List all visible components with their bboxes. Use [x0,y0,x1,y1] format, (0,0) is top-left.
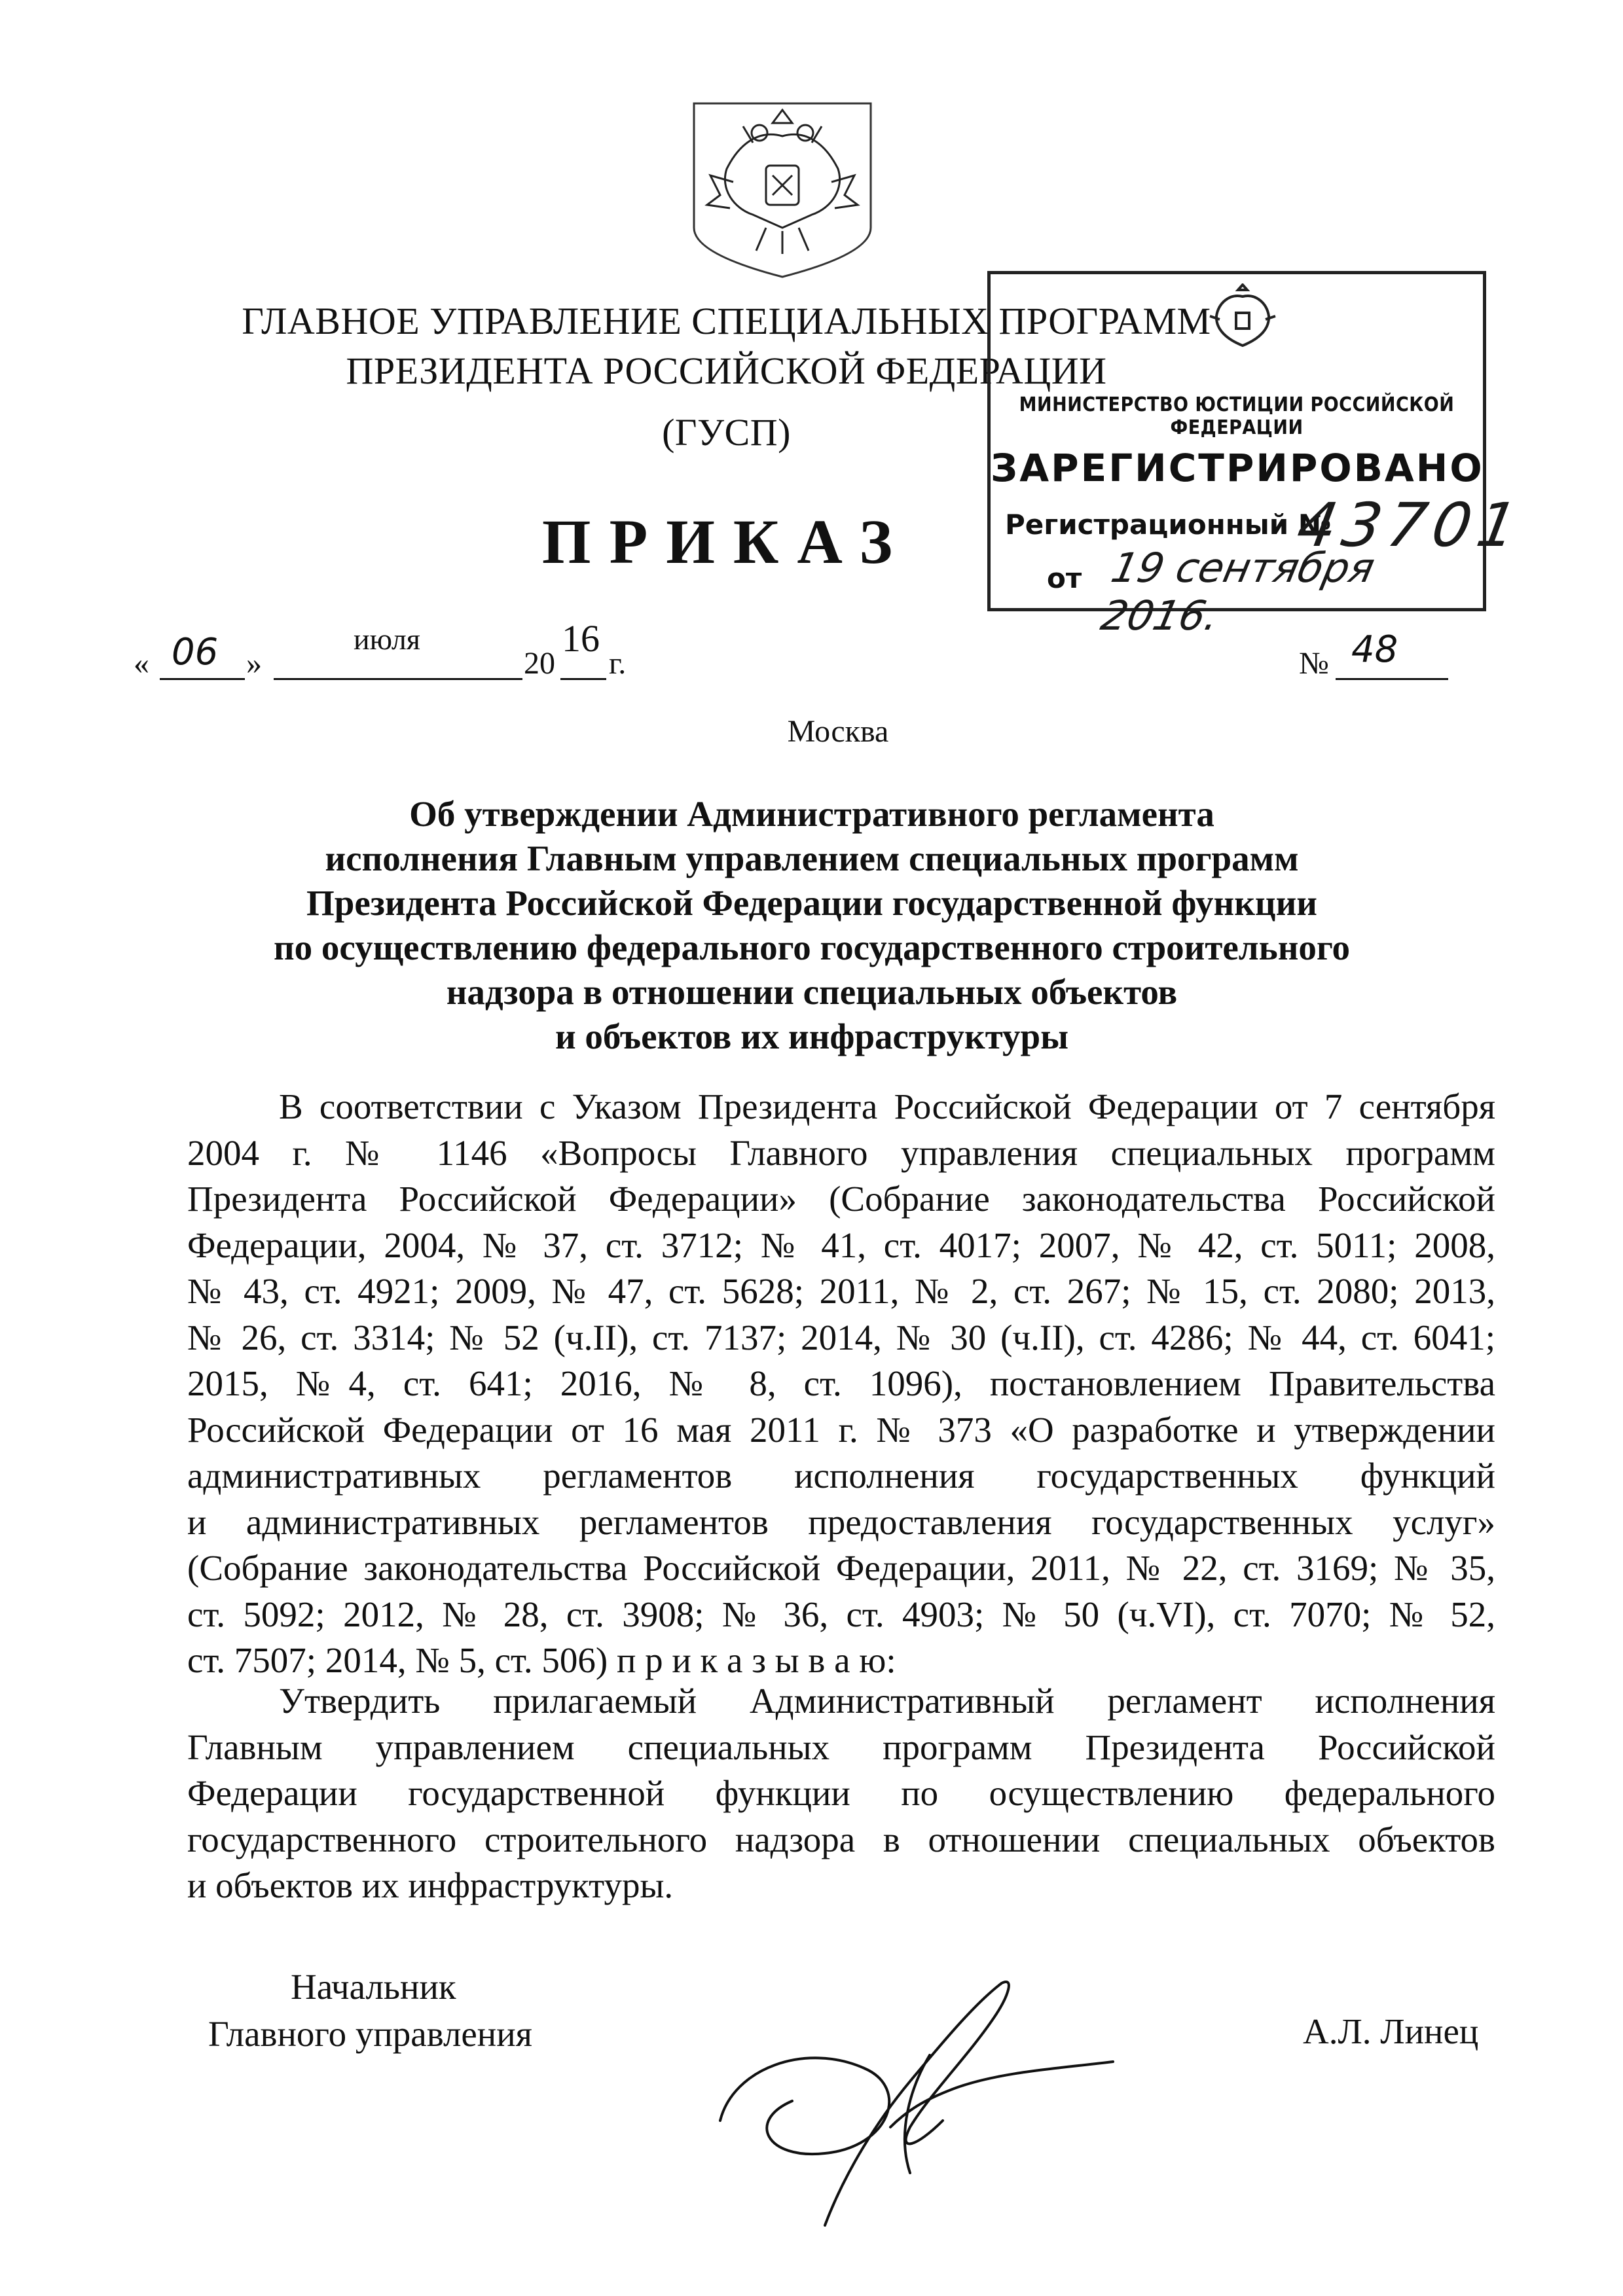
body-line: Российской Федерации от 16 мая 2011 г. № 373 «О разработке и утверждении [187,1409,1495,1450]
stamp-coat-of-arms-icon [1207,283,1279,355]
order-number: 48 [1351,628,1398,671]
subject-line: исполнения Главным управлением специальных программ [325,838,1299,878]
org-abbreviation: (ГУСП) [662,411,791,454]
registration-stamp [987,271,1529,639]
date-year-underline [560,678,606,680]
body-line: и административных регламентов предоставления государственных услуг» [187,1501,1495,1542]
body-line: Главным управлением специальных программ Президента Российской [187,1727,1495,1767]
document-type-title: ПРИКАЗ [541,507,911,577]
date-day-underline [160,678,245,680]
body-line: Федерации государственной функции по осуществлению федерального [187,1773,1495,1813]
subject-line: и объектов их инфраструктуры [555,1016,1069,1056]
date-year: 16 [562,617,600,660]
date-month: июля [354,622,420,656]
order-subject [216,792,1408,1059]
handwritten-signature [694,1957,1283,2232]
stamp-ministry: МИНИСТЕРСТВО ЮСТИЦИИ РОССИЙСКОЙ ФЕДЕРАЦИИ [1019,393,1455,439]
body-line: административных регламентов исполнения государственных функций [187,1456,1495,1496]
body-line: ст. 7507; 2014, № 5, ст. 506) п р и к а з ы в а ю: [187,1640,896,1680]
order-number-label: № [1299,646,1329,681]
order-number-underline [1336,678,1448,680]
stamp-from-label: от [1047,562,1082,594]
stamp-reg-number: 43701 [1292,490,1529,560]
preamble-paragraph [187,1084,1495,1684]
date-suffix: г. [609,646,627,681]
subject-line: по осуществлению федерального государственного строительного [273,927,1351,967]
order-paragraph [187,1678,1495,1909]
body-line: 2015, №4, ст. 641; 2016, № 8, ст. 1096), постановлением Правительства [187,1363,1495,1403]
coat-of-arms-icon [681,97,884,280]
signatory-position-line1: Начальник [291,1967,456,2007]
subject-line: надзора в отношении специальных объектов [446,972,1178,1012]
date-century: 20 [524,646,555,681]
date-open-quote: « [134,646,149,681]
org-name-line1: ГЛАВНОЕ УПРАВЛЕНИЕ СПЕЦИАЛЬНЫХ ПРОГРАММ [242,300,1211,342]
signatory-position-line2: Главного управления [208,2014,532,2054]
org-name-line2: ПРЕЗИДЕНТА РОССИЙСКОЙ ФЕДЕРАЦИИ [346,350,1107,392]
date-day: 06 [172,631,219,673]
date-close-quote: » [246,646,262,681]
signatory-name: А.Л. Линец [1303,2011,1479,2051]
body-line: Утвердить прилагаемый Административный регламент исполнения [279,1681,1495,1721]
stamp-status: ЗАРЕГИСТРИРОВАНО [991,446,1484,490]
body-line: ст. 5092; 2012, № 28, ст. 3908; № 36, ст. 4903; № 50 (ч.VI), ст. 7070; № 52, [187,1594,1495,1634]
body-line: Президента Российской Федерации» (Собрание законодательства Российской [187,1179,1495,1219]
city: Москва [787,714,889,749]
body-line: В соответствии с Указом Президента Российской Федерации от 7 сентября [279,1086,1495,1126]
subject-line: Президента Российской Федерации государственной функции [306,883,1317,923]
body-line: № 26, ст. 3314; № 52 (ч.II), ст. 7137; 2014, № 30 (ч.II), ст. 4286; № 44, ст. 6041; [187,1317,1495,1357]
body-line: № 43, ст. 4921; 2009, № 47, ст. 5628; 2011, № 2, ст. 267; № 15, ст. 2080; 2013, [187,1271,1495,1311]
body-line: государственного строительного надзора в отношении специальных объектов [187,1819,1495,1859]
stamp-reg-label: Регистрационный № [1005,509,1332,541]
body-line: 2004 г. № 1146 «Вопросы Главного управления специальных программ [187,1132,1495,1173]
subject-line: Об утверждении Административного регламента [409,794,1214,834]
date-month-underline [274,678,522,680]
body-line: Федерации, 2004, № 37, ст. 3712; № 41, ст. 4017; 2007, № 42, ст. 5011; 2008, [187,1225,1495,1265]
stamp-date: 19 сентября 2016. [1097,544,1379,639]
body-line: (Собрание законодательства Российской Федерации, 2011, № 22, ст. 3169; № 35, [187,1548,1495,1588]
body-line: и объектов их инфраструктуры. [187,1865,674,1905]
